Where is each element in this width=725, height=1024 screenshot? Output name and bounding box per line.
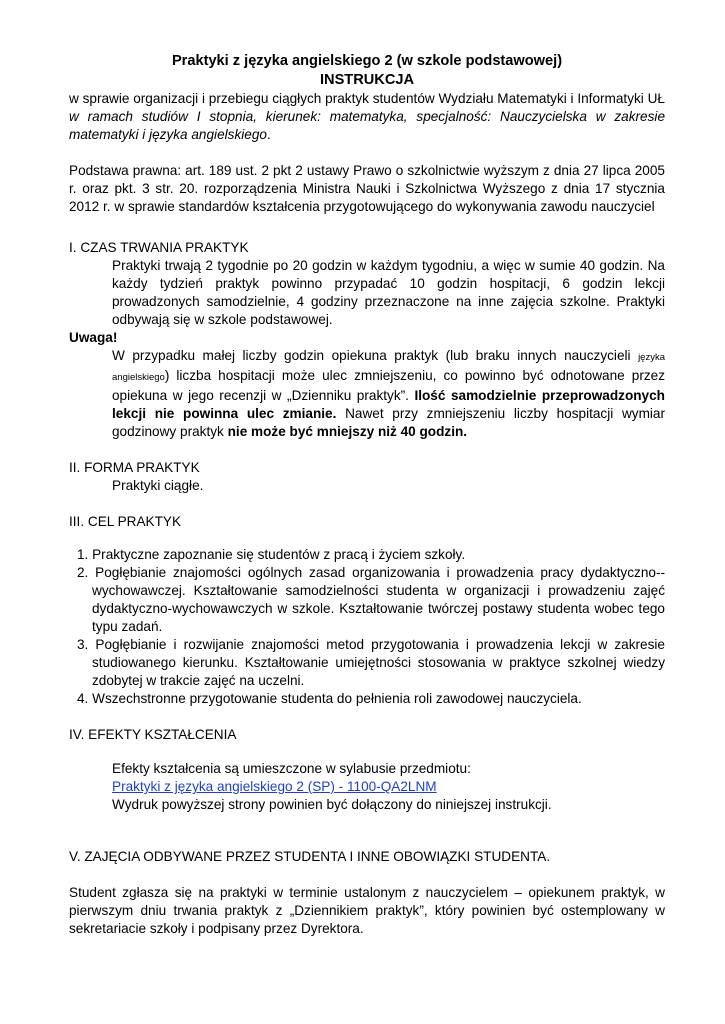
document-subtitle: INSTRUKCJA <box>319 72 415 88</box>
section-3-heading: III. CEL PRAKTYK <box>69 514 182 529</box>
note-part-c: Nawet przy zmniejszeniu liczby hospitacji wymiar godzinowy praktyk <box>112 406 665 439</box>
section-5-text: Student zgłasza się na praktyki w terminie ustalonym z nauczycielem – opiekunem praktyk, w pierwszym dniu trwania praktyk z „Dziennikiem praktyk”, który powinien być ostemplowany w sekretariacie szkoły i podpisany przez Dyrektora. <box>69 885 665 936</box>
intro-line: w sprawie organizacji i przebiegu ciągłych praktyk studentów Wydziału Matematyki i Informatyki UŁ <box>69 91 665 106</box>
note-label: Uwaga! <box>69 330 118 345</box>
section-2-heading: II. FORMA PRAKTYK <box>69 460 200 475</box>
note-part-a: W przypadku małej liczby godzin opiekuna praktyk (lub braku innych nauczycieli <box>112 348 639 363</box>
intro-study-text: w ramach studiów I stopnia, kierunek: matematyka, specjalność: Nauczycielska w zakresie matematyki i języka angielskiego <box>69 109 665 142</box>
note-part-b: ) liczba hospitacji może ulec zmniejszeniu, co powinno być odnotowane przez opiekuna w jego recenzji w „Dzienniku praktyk”. <box>112 368 665 403</box>
section-4-text-1: Efekty kształcenia są umieszczone w sylabusie przedmiotu: <box>112 761 471 776</box>
list-item: 1. Praktyczne zapoznanie się studentów z pracą i życiem szkoły. <box>77 547 466 562</box>
note-bold-1: Ilość samodzielnie przeprowadzonych lekcji nie powinna ulec zmianie. <box>112 388 665 421</box>
document-page <box>69 52 665 938</box>
section-4-text-2: Wydruk powyższej strony powinien być dołączony do niniejszej instrukcji. <box>112 797 552 812</box>
section-2-text: Praktyki ciągłe. <box>112 478 204 493</box>
syllabus-link-line <box>112 778 665 796</box>
note-bold-2: nie może być mniejszy niż 40 godzin. <box>227 424 468 439</box>
list-item: 3. Pogłębianie i rozwijanie znajomości metod przygotowania i prowadzenia lekcji w zakresie studiowanego kierunku. Kształtowanie umiejętności stosowania w praktyce szkolnej wiedzy zdobytej w trakcie zajęć na uczelni. <box>77 637 665 688</box>
goals-list <box>69 546 665 708</box>
list-item: 4. Wszechstronne przygotowanie studenta do pełnienia roli zawodowej nauczyciela. <box>77 691 582 706</box>
list-item: 2. Pogłębianie znajomości ogólnych zasad organizowania i prowadzenia pracy dydaktyczno-- wychowawczej. Kształtowanie samodzielności studenta w organizacji i prowadzeniu zajęć dydaktyczno-wychowawczych w szkole. Kształtowanie twórczej postawy studenta wobec tego typu zadań. <box>77 565 665 634</box>
note-text <box>112 347 665 441</box>
section-1-text: Praktyki trwają 2 tygodnie po 20 godzin w każdym tygodniu, a więc w sumie 40 godzin. Na każdy tydzień praktyk powinno przypadać 10 godzin hospitacji, 6 godzin lekcji prowadzonych samodzielnie, 4 godziny przeznaczone na inne zajęcia szkolne. Praktyki odbywają się w szkole podstawowej. <box>112 258 665 327</box>
document-title: Praktyki z języka angielskiego 2 (w szkole podstawowej) <box>171 53 563 69</box>
section-5-heading: V. ZAJĘCIA ODBYWANE PRZEZ STUDENTA I INNE OBOWIĄZKI STUDENTA. <box>69 849 551 864</box>
syllabus-link[interactable]: Praktyki z języka angielskiego 2 (SP) - 1100-QA2LNM <box>112 779 437 794</box>
note-small-text: języka angielskiego <box>112 352 665 383</box>
section-1-heading: I. CZAS TRWANIA PRAKTYK <box>69 240 249 255</box>
intro-end: . <box>266 127 271 142</box>
legal-basis: Podstawa prawna: art. 189 ust. 2 pkt 2 ustawy Prawo o szkolnictwie wyższym z dnia 27 lipca 2005 r. oraz pkt. 3 str. 20. rozporządzenia Ministra Nauki i Szkolnictwa Wyższego z dnia 17 stycznia 2012 r. w sprawie standardów kształcenia przygotowującego do wykonywania zawodu nauczyciel <box>69 163 665 214</box>
intro-study-info <box>69 108 665 144</box>
section-4-heading: IV. EFEKTY KSZTAŁCENIA <box>69 727 237 742</box>
